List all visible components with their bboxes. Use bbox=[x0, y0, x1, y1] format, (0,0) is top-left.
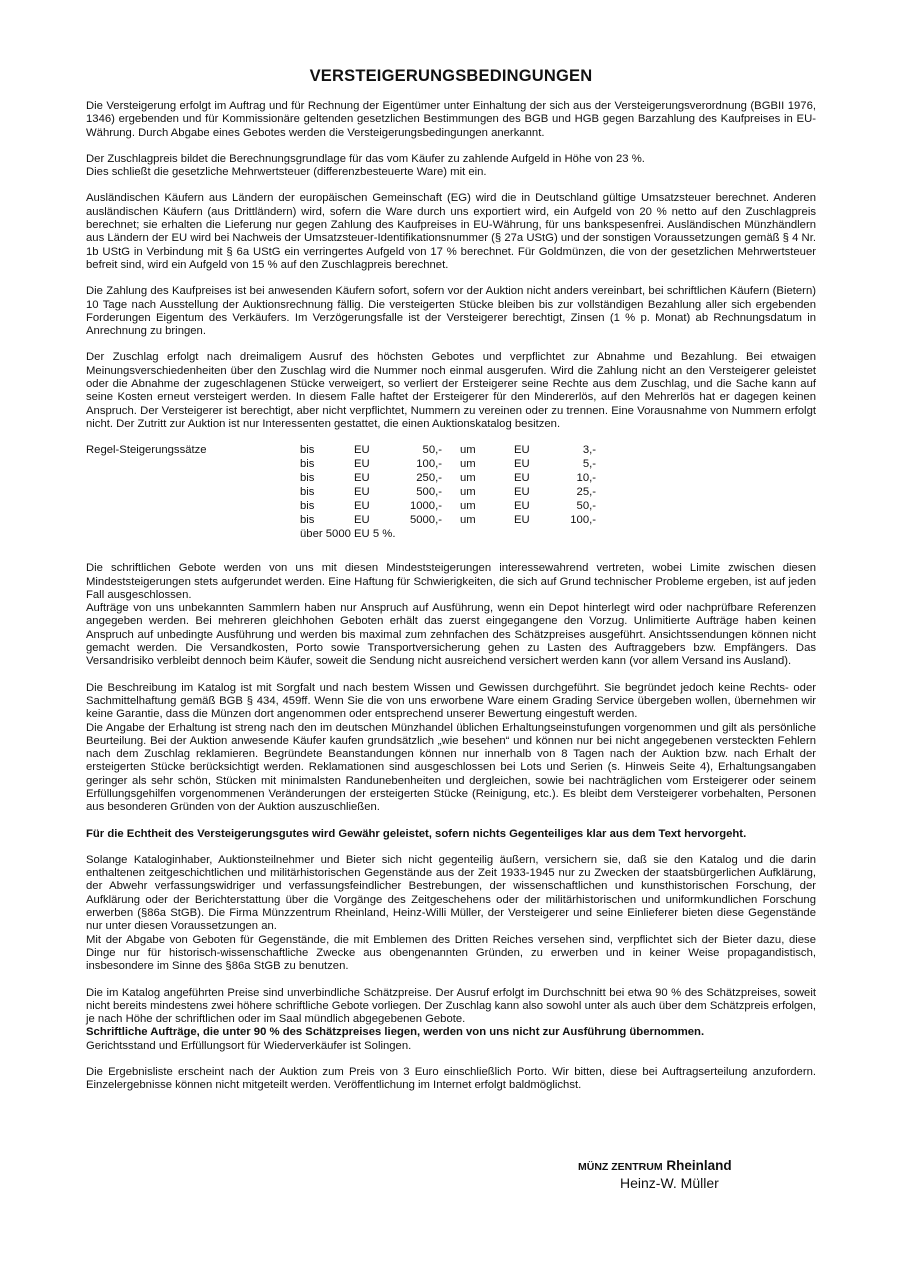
paragraph-emblems: Mit der Abgabe von Geboten für Gegenstände, die mit Emblemen des Dritten Reiches versehen sind, verpflichtet sich der Bieter dazu, diese Dinge nur für historisch-wissenschaftliche Zwecke aus obengenannten Gründen, zu erwerben und in keiner Weise propagandistisch, insbesondere im Sinne des §86a StGB zu benutzen. bbox=[86, 933, 816, 973]
increment-um: um bbox=[460, 458, 476, 471]
paragraph-hammer: Der Zuschlag erfolgt nach dreimaligem Ausruf des höchsten Gebotes und verpflichtet zur Abnahme und Bezahlung. Bei etwaigen Meinungsverschiedenheiten über den Zuschlag wird die Nummer noch einmal ausgerufen. Wird die Zahlung nicht an den Versteigerer geleistet oder die Abnahme der zugeschlagenen Stücke verweigert, so verliert der Ersteigerer seine Rechte aus dem Zuschlag, und die Sache kann auf seine Kosten erneut versteigert werden. In diesem Falle haftet der Ersteigerer für den Mindererlös, auf den Mehrerlös hat er dagegen keinen Anspruch. Der Versteigerer ist berechtigt, aber nicht verpflichtet, Nummern zu vereinen oder zu trennen. Eine Vorausnahme von Nummern erfolgt nicht. Der Zutritt zur Auktion ist nur Interessenten gestattet, die einen Auktionskatalog besitzen. bbox=[86, 351, 816, 430]
company-name bbox=[578, 1158, 732, 1175]
increment-currency: EU bbox=[514, 444, 530, 457]
increment-bis: bis bbox=[300, 514, 315, 527]
increment-row bbox=[86, 444, 686, 458]
paragraph-results-list: Die Ergebnisliste erscheint nach der Auktion zum Preis von 3 Euro einschließlich Porto. Wir bitten, diese bei Auftragserteilung anzufordern. Einzelergebnisse können nicht mitgeteilt werden. Veröffentlichung im Internet erfolgt baldmöglichst. bbox=[86, 1066, 816, 1092]
paragraph-premium: Der Zuschlagpreis bildet die Berechnungsgrundlage für das vom Käufer zu zahlende Aufgeld in Höhe von 23 %. bbox=[86, 152, 645, 165]
increment-limit: 250,- bbox=[416, 472, 442, 485]
increment-currency: EU bbox=[514, 500, 530, 513]
paragraph-vat-note: Dies schließt die gesetzliche Mehrwertsteuer (differenzbesteuerte Ware) mit ein. bbox=[86, 166, 487, 179]
increment-currency: EU bbox=[354, 444, 370, 457]
paragraph-payment: Die Zahlung des Kaufpreises ist bei anwesenden Käufern sofort, sofern vor der Auktion nicht anders vereinbart, bei schriftlichen Käufern (Bietern) 10 Tage nach Ausstellung der Auktionsrechnung fällig. Die versteigerten Stücke bleiben bis zur vollständigen Bezahlung aller sich ergebenden Forderungen Eigentum des Verkäufers. Im Verzögerungsfalle ist der Versteigerer berechtigt, Zinsen (1 % p. Monat) ab Rechnungsdatum in Anrechnung zu bringen. bbox=[86, 285, 816, 338]
page-title: VERSTEIGERUNGSBEDINGUNGEN bbox=[309, 67, 593, 85]
increment-row bbox=[86, 500, 686, 514]
increment-limit: 500,- bbox=[416, 486, 442, 499]
increment-currency: EU bbox=[514, 514, 530, 527]
increment-row bbox=[86, 486, 686, 500]
increment-limit: 1000,- bbox=[409, 500, 442, 513]
increment-bis: bis bbox=[300, 444, 315, 457]
paragraph-written-orders-limit: Schriftliche Aufträge, die unter 90 % des Schätzpreises liegen, werden von uns nicht zur Ausführung übernommen. bbox=[86, 1026, 705, 1039]
increment-um: um bbox=[460, 486, 476, 499]
increment-limit: 100,- bbox=[416, 458, 442, 471]
increment-table bbox=[86, 444, 816, 541]
increment-limit: 5000,- bbox=[409, 514, 442, 527]
increment-currency: EU bbox=[514, 472, 530, 485]
increment-currency: EU bbox=[514, 458, 530, 471]
increment-step: 100,- bbox=[570, 514, 596, 527]
increment-note: über 5000 EU 5 %. bbox=[300, 528, 396, 541]
company-name-suffix: Rheinland bbox=[666, 1158, 732, 1173]
paragraph-condition: Die Angabe der Erhaltung ist streng nach den im deutschen Münzhandel üblichen Erhaltungseinstufungen vorgenommen und gilt als persönliche Beurteilung. Bei der Auktion anwesende Käufer kaufen grundsätzlich „wie besehen“ und können nur bei nicht angegebenen versteckten Fehlern nach dem Zuschlag reklamieren. Begründete Beanstandungen können nur innerhalb von 8 Tagen nach der Auktion bzw. nach Erhalt der ersteigerten Stücke berücksichtigt werden. Reklamationen sind ausgeschlossen bei Lots und Serien (s. Hinweis Seite 4), Erhaltungsangaben geringer als sehr schön, Stücken mit minimalsten Randunebenheiten und dergleichen, sowie bei nachträglichen vom Ersteigerer oder seinem Erfüllungsgehilfen vorgenommenen Veränderungen der ersteigerten Stücke (Reinigung, etc.). Es bleibt dem Versteigerer vorbehalten, Personen aus besonderen Gründen von der Auktion auszuschließen. bbox=[86, 721, 816, 814]
increment-limit: 50,- bbox=[422, 444, 442, 457]
paragraph-written-bids: Die schriftlichen Gebote werden von uns mit diesen Mindeststeigerungen interessewahrend vertreten, wobei Limite zwischen diesen Mindeststeigerungen stets aufgerundet werden. Eine Haftung für Schwierigkeiten, die sich auf Grund technischer Probleme ergeben, ist auf jeden Fall ausgeschlossen. bbox=[86, 562, 816, 601]
increment-currency: EU bbox=[354, 514, 370, 527]
paragraph-estimates: Die im Katalog angeführten Preise sind unverbindliche Schätzpreise. Der Ausruf erfolgt im Durchschnitt bei etwa 90 % des Schätzpreises, soweit nicht bereits mindestens zwei höhere schriftliche Gebote vorliegen. Der Zuschlag kann also sowohl unter als auch über dem Schätzpreis erfolgen, je nach Höhe der schriftlichen oder im Saal mündlich abgegebenen Gebote. bbox=[86, 986, 816, 1026]
company-name-prefix: MÜNZ ZENTRUM bbox=[578, 1161, 663, 1173]
paragraph-historical-items: Solange Kataloginhaber, Auktionsteilnehmer und Bieter sich nicht gegenteilig äußern, versichern sie, daß sie den Katalog und die darin enthaltenen zeitgeschichtlichen und militärhistorischen Gegenstände aus der Zeit 1933-1945 nur zu Zwecken der staatsbürgerlichen Aufklärung, der Abwehr verfassungswidriger und verfassungsfeindlicher Bestrebungen, der wissenschaftlichen und kunsthistorischen Forschung, der Aufklärung oder der Berichterstattung über die Vorgänge des Zeitgeschehens oder der militärhistorischen und uniformkundlichen Forschung erwerben (§86a StGB). Die Firma Münzzentrum Rheinland, Heinz-Willi Müller, der Versteigerer und seine Einlieferer bieten diese Gegenstände nur unter diesen Voraussetzungen an. bbox=[86, 853, 816, 933]
paragraph-orders: Aufträge von uns unbekannten Sammlern haben nur Anspruch auf Ausführung, wenn ein Depot hinterlegt wird oder nachprüfbare Referenzen angegeben werden. Bei mehreren gleichhohen Geboten erhält das zuerst eingegangene den Vorzug. Unlimitierte Aufträge haben keinen Anspruch auf unbedingte Ausführung und werden bis maximal zum zehnfachen des Schätzpreises ausgeführt. Ansichtssendungen können nicht gemacht werden. Die Versandkosten, Porto sowie Transportversicherung gehen zu Lasten des Auftraggebers bzw. Empfängers. Das Versandrisiko verbleibt dennoch beim Käufer, soweit die Sendung nicht ausreichend versichert werden kann (vor allem Versand ins Ausland). bbox=[86, 602, 816, 668]
terms-document bbox=[86, 0, 816, 1093]
increment-step: 50,- bbox=[576, 500, 596, 513]
increment-bis: bis bbox=[300, 500, 315, 513]
increment-um: um bbox=[460, 472, 476, 485]
increment-currency: EU bbox=[354, 500, 370, 513]
paragraph-foreign-buyers: Ausländischen Käufern aus Ländern der europäischen Gemeinschaft (EG) wird die in Deutschland gültige Umsatzsteuer berechnet. Anderen ausländischen Käufern (aus Drittländern) wird, sofern die Ware durch uns exportiert wird, ein Aufgeld von 20 % netto auf den Zuschlagpreis berechnet; sie erhalten die Lieferung nur gegen Zahlung des Kaufpreises in EU-Währung, für uns bankspesenfrei. Ausländischen Münzhändlern aus Ländern der EU wird bei Nachweis der Umsatzsteuer-Identifikationsnummer (§ 27a UStG) und der sonstigen Voraussetzungen gemäß § 4 Nr. 1b UStG in Verbindung mit § 6a UStG ein verringertes Aufgeld von 17 % berechnet. Für Goldmünzen, die von der gesetzlichen Mehrwertsteuer befreit sind, wird ein Aufgeld von 15 % auf den Zuschlagpreis berechnet. bbox=[86, 192, 816, 271]
paragraph-authenticity: Für die Echtheit des Versteigerungsgutes wird Gewähr geleistet, sofern nichts Gegenteiliges klar aus dem Text hervorgeht. bbox=[86, 827, 747, 840]
increment-row bbox=[86, 458, 686, 472]
increment-um: um bbox=[460, 444, 476, 457]
paragraph-auction-basis: Die Versteigerung erfolgt im Auftrag und für Rechnung der Eigentümer unter Einhaltung der sich aus der Versteigerungsverordnung (BGBII 1976, 1346) ergebenden und für Kommissionäre geltenden gesetzlichen Bestimmungen des BGB und HGB gegen Barzahlung des Kaufpreises in EU-Währung. Durch Abgabe eines Gebotes werden die Versteigerungsbedingungen anerkannt. bbox=[86, 100, 816, 139]
increment-step: 5,- bbox=[582, 458, 596, 471]
increment-row bbox=[86, 514, 686, 528]
increment-bis: bis bbox=[300, 458, 315, 471]
increment-currency: EU bbox=[354, 472, 370, 485]
increment-currency: EU bbox=[354, 486, 370, 499]
increment-row bbox=[86, 472, 686, 486]
increment-step: 25,- bbox=[576, 486, 596, 499]
increment-step: 3,- bbox=[582, 444, 596, 457]
signatory-name: Heinz-W. Müller bbox=[620, 1175, 719, 1191]
signature-block bbox=[578, 1158, 732, 1192]
paragraph-catalog-description: Die Beschreibung im Katalog ist mit Sorgfalt und nach bestem Wissen und Gewissen durchgeführt. Sie begründet jedoch keine Rechts- oder Sachmittelhaftung gemäß BGB § 434, 459ff. Wenn Sie die von uns erworbene Ware einem Grading Service übergeben wollen, übernehmen wir keine Garantie, dass die Münzen dort angenommen oder entsprechend unserer Bewertung eingestuft werden. bbox=[86, 681, 816, 721]
increment-currency: EU bbox=[354, 458, 370, 471]
increment-currency: EU bbox=[514, 486, 530, 499]
increment-table-label: Regel-Steigerungssätze bbox=[86, 444, 207, 457]
increment-step: 10,- bbox=[576, 472, 596, 485]
increment-um: um bbox=[460, 514, 476, 527]
paragraph-jurisdiction: Gerichtsstand und Erfüllungsort für Wiederverkäufer ist Solingen. bbox=[86, 1039, 412, 1052]
increment-um: um bbox=[460, 500, 476, 513]
increment-bis: bis bbox=[300, 486, 315, 499]
increment-bis: bis bbox=[300, 472, 315, 485]
